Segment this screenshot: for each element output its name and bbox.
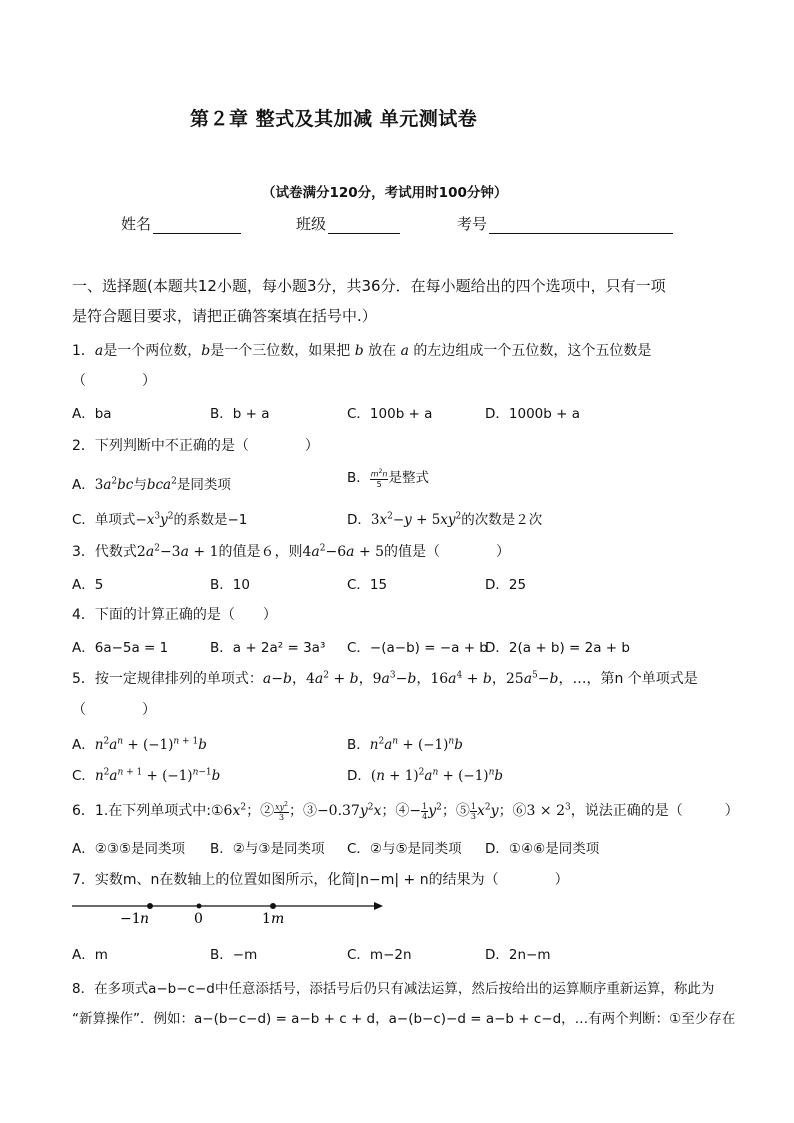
q1-option-b[interactable]: B．b + a: [210, 406, 270, 422]
label-m: m: [271, 911, 285, 927]
q3-option-c[interactable]: C．15: [347, 577, 388, 593]
page-title: 第２章 整式及其加减 单元测试卷: [190, 108, 478, 130]
number-line-arrow: [374, 902, 383, 910]
q2-option-b[interactable]: B． $\frac{m^2n}{5}$ 是整式: [347, 468, 429, 489]
q7-stem: 7．实数m、n在数轴上的位置如图所示，化简|n−m| + n的结果为（ ）: [72, 872, 569, 888]
q5-stem: 5．按一定规律排列的单项式：a−b，$4a^2 + b$，$9a^3-b$，$16a^4 + b$，$25a^5-b$，…，第n 个单项式是: [72, 670, 698, 687]
name-blank[interactable]: [153, 215, 241, 234]
name-field[interactable]: [121, 213, 241, 234]
class-label: 班级: [296, 215, 327, 233]
q5-option-b[interactable]: B．$n^2a^n + (-1)^nb$: [347, 736, 463, 753]
label-1: 1: [262, 911, 271, 927]
q5-bracket: （ ）: [72, 702, 156, 718]
q2-option-a[interactable]: A．$3a^2bc$与bca$^2$是同类项: [72, 476, 231, 493]
exam-note: （试卷满分120分，考试用时100分钟）: [262, 185, 508, 201]
q3-option-b[interactable]: B．10: [210, 577, 250, 593]
q3-stem: 3．代数式$2a^2-3a + 1$的值是６，则$4a^2-6a + 5$的值是（ ）: [72, 543, 511, 560]
q4-option-a[interactable]: A．6a−5a = 1: [72, 640, 169, 656]
q4-stem: 4．下面的计算正确的是（ ）: [72, 607, 277, 623]
id-label: 考号: [457, 215, 488, 233]
q7-option-a[interactable]: A．m: [72, 947, 108, 963]
q7-option-d[interactable]: D．2n−m: [485, 947, 551, 963]
point-m: [270, 903, 276, 909]
q1-option-a[interactable]: A．ba: [72, 406, 112, 422]
label-0: 0: [194, 911, 203, 927]
name-label: 姓名: [121, 215, 152, 233]
id-field[interactable]: [457, 213, 673, 234]
q5-option-d[interactable]: D．$(n + 1)^2a^n + (-1)^nb$: [347, 767, 504, 784]
q6-option-d[interactable]: D．①④⑥是同类项: [485, 841, 600, 857]
q1-stem: 1．a是一个两位数，b是一个三位数，如果把 b 放在 a 的左边组成一个五位数，这个五位数是: [72, 343, 652, 359]
class-blank[interactable]: [328, 215, 400, 234]
section-instructions-1: 一、选择题(本题共12小题，每小题3分，共36分．在每小题给出的四个选项中，只有一项: [72, 277, 666, 295]
q2-option-c[interactable]: C．单项式$-x^3y^2$的系数是−1: [72, 511, 248, 528]
q3-option-a[interactable]: A．5: [72, 577, 104, 593]
q8-stem-1: 8．在多项式a−b−c−d中任意添括号，添括号后仍只有减法运算，然后按给出的运算顺序重新运算，称此为: [72, 981, 715, 997]
q4-option-b[interactable]: B．a + 2a² = 3a³: [210, 640, 326, 656]
q1-bracket: （ ）: [72, 373, 156, 389]
q6-option-c[interactable]: C．②与⑤是同类项: [347, 841, 462, 857]
tick-0: [197, 904, 202, 909]
q5-option-a[interactable]: A．$n^2a^n + (-1)^{n + 1}b$: [72, 736, 207, 753]
class-field[interactable]: [296, 213, 400, 234]
q4-option-d[interactable]: D．2(a + b) = 2a + b: [485, 640, 630, 656]
q1-option-c[interactable]: C．100b + a: [347, 406, 433, 422]
q7-option-c[interactable]: C．m−2n: [347, 947, 412, 963]
label-neg1: −1: [120, 911, 141, 927]
q8-stem-2: “新算操作”．例如：a−(b−c−d) = a−b + c + d，a−(b−c)−d = a−b + c−d，…有两个判断：①至少存在: [72, 1011, 736, 1027]
q3-option-d[interactable]: D．25: [485, 577, 527, 593]
label-n: n: [140, 911, 150, 927]
q2-stem: 2．下列判断中不正确的是（ ）: [72, 438, 319, 454]
q2-option-d[interactable]: D．$3x^2-y + 5xy^2$的次数是２次: [347, 511, 543, 528]
q1-option-d[interactable]: D．1000b + a: [485, 406, 580, 422]
q6-option-a[interactable]: A．②③⑤是同类项: [72, 841, 186, 857]
q6-option-b[interactable]: B．②与③是同类项: [210, 841, 325, 857]
q5-option-c[interactable]: C．$n^2a^{n + 1} + (-1)^{n-1}b$: [72, 767, 221, 784]
q6-stem: 6．1.在下列单项式中$:①6x^2$；② $\frac{xy^2}{3}$ ；$③-0.37y^2x$；④− $\frac{1}{4}$ $y^2$；⑤ $\frac{1}{3}$ $x^2y$；⑥3 × $2^3$，说法正确的是（ ）: [72, 801, 739, 822]
q7-option-b[interactable]: B．−m: [210, 947, 258, 963]
q4-option-c[interactable]: C．−(a−b) = −a + b: [347, 640, 488, 656]
point-n: [147, 903, 153, 909]
number-line: [72, 893, 392, 929]
section-instructions-2: 是符合题目要求，请把正确答案填在括号中.）: [72, 307, 377, 325]
id-blank[interactable]: [489, 215, 673, 234]
